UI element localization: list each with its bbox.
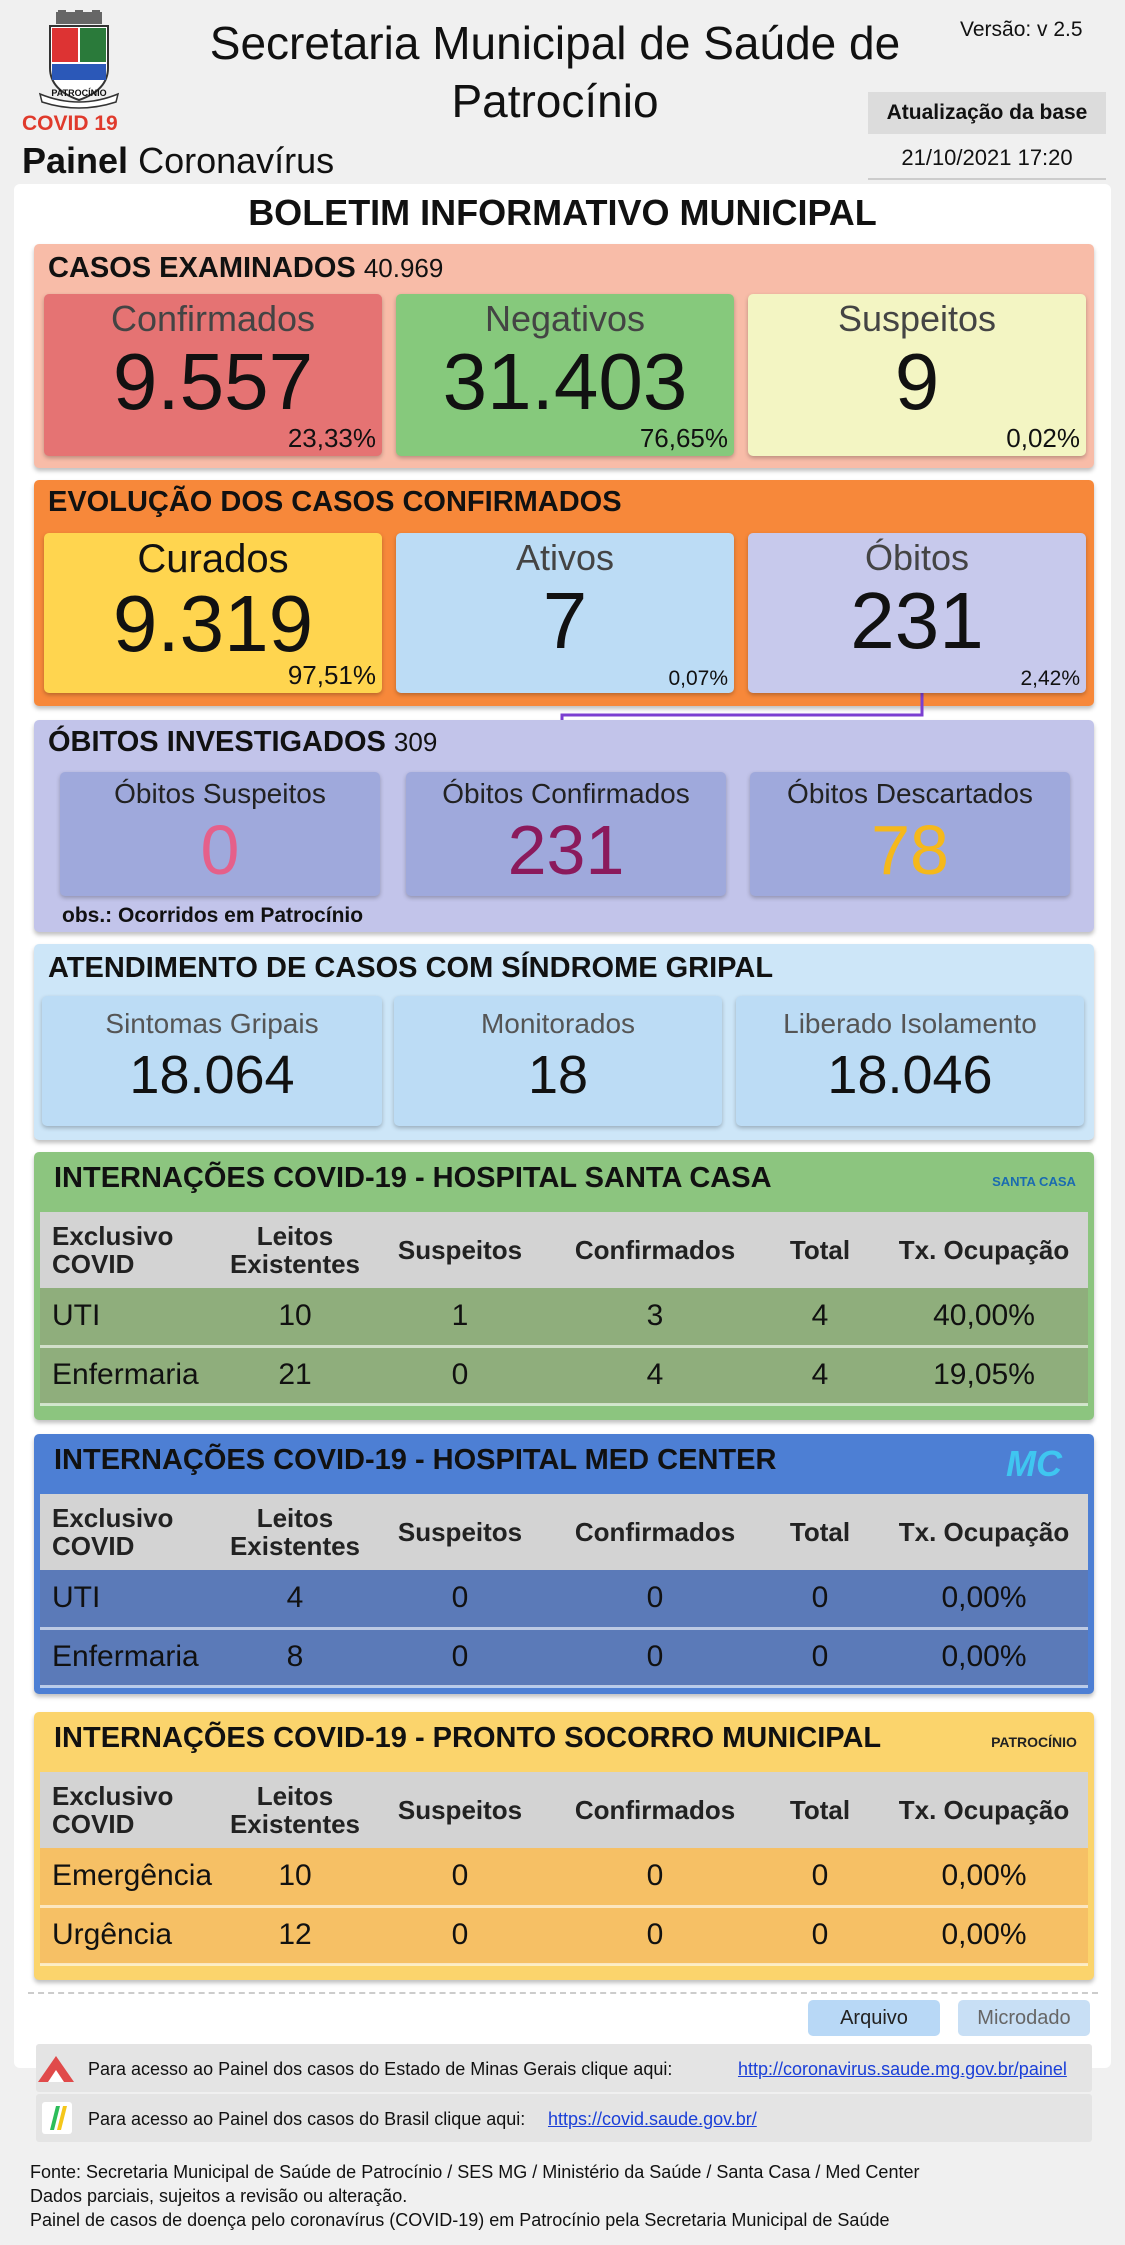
table-header-cell: Confirmados — [550, 1772, 760, 1848]
obito-value: 0 — [200, 811, 240, 889]
obito-box — [750, 772, 1070, 896]
painel-title-bold: Painel — [22, 140, 129, 181]
table-header-cell: Tx. Ocupação — [880, 1772, 1088, 1848]
section-title: EVOLUÇÃO DOS CASOS CONFIRMADOS — [48, 486, 622, 518]
table-cell: 4 — [220, 1570, 370, 1628]
table-cell: 21 — [220, 1346, 370, 1404]
sindrome-box — [736, 996, 1084, 1126]
evolucao-percent: 0,07% — [668, 667, 728, 690]
sindrome-value: 18 — [527, 1045, 589, 1105]
link-row-brasil — [36, 2094, 1092, 2142]
table-cell: 0,00% — [880, 1848, 1088, 1906]
table-cell: 1 — [370, 1288, 550, 1346]
hospital-table-grid — [40, 1494, 1088, 1688]
evolucao-value: 231 — [850, 576, 984, 665]
hospital-table — [40, 1212, 1088, 1406]
divider — [28, 1992, 1098, 1994]
obito-label: Óbitos Descartados — [787, 778, 1033, 809]
exam-percent: 76,65% — [639, 423, 728, 453]
sindrome-box — [394, 996, 722, 1126]
table-cell: 8 — [220, 1628, 370, 1686]
table-header-cell: Exclusivo COVID — [40, 1494, 220, 1570]
hospital-section — [34, 1152, 1094, 1420]
table-cell: 0 — [760, 1570, 880, 1628]
obito-value: 231 — [507, 811, 625, 889]
exam-label: Negativos — [484, 298, 646, 339]
section-title: CASOS EXAMINADOS 40.969 — [48, 252, 444, 284]
table-header-row — [40, 1494, 1088, 1570]
table-header-cell: Confirmados — [550, 1212, 760, 1288]
table-row — [40, 1848, 1088, 1906]
table-header-cell: Suspeitos — [370, 1212, 550, 1288]
table-cell: 10 — [220, 1288, 370, 1346]
logo-caption: PATROCÍNIO — [51, 88, 107, 98]
table-header-cell: Suspeitos — [370, 1772, 550, 1848]
obito-box — [406, 772, 726, 896]
table-row — [40, 1570, 1088, 1628]
table-cell: 0 — [370, 1346, 550, 1404]
table-cell: 0,00% — [880, 1906, 1088, 1964]
sindrome-label: Liberado Isolamento — [783, 1008, 1037, 1039]
version-label: Versão: v 2.5 — [960, 18, 1083, 41]
table-cell: 0 — [760, 1906, 880, 1964]
footer-line: Dados parciais, sujeitos a revisão ou alteração. — [30, 2186, 408, 2206]
hospital-section — [34, 1712, 1094, 1980]
table-cell: 0 — [760, 1848, 880, 1906]
hospital-table — [40, 1772, 1088, 1966]
sindrome-value: 18.064 — [129, 1045, 295, 1105]
section-title: ÓBITOS INVESTIGADOS 309 — [48, 726, 438, 758]
table-cell: 0 — [370, 1570, 550, 1628]
hospital-title: INTERNAÇÕES COVID-19 - HOSPITAL SANTA CASA — [54, 1162, 772, 1194]
table-row — [40, 1288, 1088, 1346]
exam-label: Confirmados — [110, 298, 316, 339]
evolucao-label: Ativos — [515, 537, 615, 578]
hospital-logo-icon: MC — [1006, 1443, 1062, 1484]
covid-label: COVID 19 — [22, 112, 118, 135]
table-cell: Emergência — [40, 1848, 220, 1906]
arquivo-button[interactable]: Arquivo — [808, 2000, 940, 2036]
table-header-cell: Total — [760, 1772, 880, 1848]
table-cell: Enfermaria — [40, 1346, 220, 1404]
table-cell: 0 — [550, 1570, 760, 1628]
table-header-cell: Total — [760, 1212, 880, 1288]
footer — [30, 2160, 1100, 2232]
table-row — [40, 1346, 1088, 1404]
sindrome-label: Monitorados — [480, 1008, 636, 1039]
hospital-table-grid — [40, 1772, 1088, 1966]
table-header-cell: Leitos Existentes — [220, 1212, 370, 1288]
table-header-cell: Suspeitos — [370, 1494, 550, 1570]
sindrome-label: Sintomas Gripais — [105, 1008, 319, 1039]
obito-box — [60, 772, 380, 896]
exam-box — [396, 294, 734, 456]
table-header-cell: Leitos Existentes — [220, 1494, 370, 1570]
hospital-table — [40, 1494, 1088, 1688]
table-cell: 4 — [760, 1288, 880, 1346]
table-header-cell: Total — [760, 1494, 880, 1570]
link-brasil-painel[interactable]: https://covid.saude.gov.br/ — [548, 2109, 757, 2129]
table-header-cell: Leitos Existentes — [220, 1772, 370, 1848]
evolucao-box — [748, 533, 1086, 693]
painel-title — [22, 140, 334, 182]
painel-title-rest: Coronavírus — [138, 140, 335, 181]
table-cell: Enfermaria — [40, 1628, 220, 1686]
table-cell: Urgência — [40, 1906, 220, 1964]
brasil-ministry-icon — [42, 2102, 72, 2134]
obito-value: 78 — [871, 811, 949, 889]
evolucao-label: Óbitos — [864, 537, 970, 578]
evolucao-percent: 97,51% — [287, 660, 376, 690]
link-text-brasil: Para acesso ao Painel dos casos do Brasil clique aqui: — [88, 2109, 526, 2129]
hospital-title: INTERNAÇÕES COVID-19 - HOSPITAL MED CENTER — [54, 1444, 777, 1476]
evolucao-box — [396, 533, 734, 693]
table-header-row — [40, 1212, 1088, 1288]
hospital-logo-icon: PATROCÍNIO — [991, 1734, 1077, 1750]
table-header-cell: Confirmados — [550, 1494, 760, 1570]
table-header-cell: Tx. Ocupação — [880, 1212, 1088, 1288]
table-cell: 4 — [760, 1346, 880, 1404]
sindrome-value: 18.046 — [827, 1045, 993, 1105]
table-cell: 0 — [370, 1628, 550, 1686]
table-row — [40, 1628, 1088, 1686]
table-cell: 3 — [550, 1288, 760, 1346]
section-title: ATENDIMENTO DE CASOS COM SÍNDROME GRIPAL — [48, 952, 774, 984]
exam-value: 9 — [894, 337, 940, 426]
exam-label: Suspeitos — [837, 298, 997, 339]
table-cell: 12 — [220, 1906, 370, 1964]
table-cell: 19,05% — [880, 1346, 1088, 1404]
table-header-cell: Exclusivo COVID — [40, 1212, 220, 1288]
hospital-logo-icon: SANTA CASA — [992, 1174, 1076, 1189]
hospital-title: INTERNAÇÕES COVID-19 - PRONTO SOCORRO MUNICIPAL — [54, 1722, 882, 1754]
bulletin-title: BOLETIM INFORMATIVO MUNICIPAL — [248, 192, 877, 233]
obito-label: Óbitos Suspeitos — [114, 778, 326, 809]
exam-box — [748, 294, 1086, 456]
link-mg-painel[interactable]: http://coronavirus.saude.mg.gov.br/painel — [738, 2059, 1067, 2079]
evolucao-value: 7 — [542, 576, 588, 665]
update-date: 21/10/2021 17:20 — [868, 136, 1106, 180]
table-header-cell: Exclusivo COVID — [40, 1772, 220, 1848]
table-cell: 0 — [550, 1906, 760, 1964]
evolucao-value: 9.319 — [112, 579, 314, 668]
table-cell: 0 — [550, 1628, 760, 1686]
total-examinados: 40.969 — [363, 253, 444, 283]
table-cell: 0,00% — [880, 1628, 1088, 1686]
table-row — [40, 1906, 1088, 1964]
footer-line: Fonte: Secretaria Municipal de Saúde de Patrocínio / SES MG / Ministério da Saúde / Santa Casa / Med Center — [30, 2162, 920, 2182]
exam-percent: 23,33% — [287, 423, 376, 453]
obitos-obs: obs.: Ocorridos em Patrocínio — [62, 904, 364, 927]
obito-label: Óbitos Confirmados — [442, 778, 690, 809]
total-obitos-investigados: 309 — [393, 727, 438, 757]
table-header-cell: Tx. Ocupação — [880, 1494, 1088, 1570]
evolucao-box — [44, 533, 382, 693]
hospital-table-grid — [40, 1212, 1088, 1406]
minas-gerais-triangle-icon — [36, 2054, 76, 2084]
microdado-button[interactable]: Microdado — [958, 2000, 1090, 2036]
sindrome-box — [42, 996, 382, 1126]
table-cell: 0 — [370, 1906, 550, 1964]
update-label: Atualização da base — [868, 92, 1106, 134]
exam-percent: 0,02% — [1006, 423, 1080, 453]
footer-line: Painel de casos de doença pelo coronavírus (COVID-19) em Patrocínio pela Secretaria Municipal de Saúde — [30, 2210, 890, 2230]
exam-value: 9.557 — [112, 337, 314, 426]
table-cell: 0 — [760, 1628, 880, 1686]
evolucao-label: Curados — [137, 537, 289, 581]
hospital-section — [34, 1434, 1094, 1694]
table-cell: UTI — [40, 1570, 220, 1628]
table-cell: 10 — [220, 1848, 370, 1906]
table-cell: 0 — [550, 1848, 760, 1906]
table-cell: 0 — [370, 1848, 550, 1906]
exam-box — [44, 294, 382, 456]
page-title: Secretaria Municipal de Saúde de Patrocínio — [209, 17, 901, 127]
exam-value: 31.403 — [442, 337, 688, 426]
table-cell: 0,00% — [880, 1570, 1088, 1628]
link-text-mg: Para acesso ao Painel dos casos do Estado de Minas Gerais clique aqui: — [88, 2059, 673, 2079]
table-cell: 40,00% — [880, 1288, 1088, 1346]
table-cell: 4 — [550, 1346, 760, 1404]
table-cell: UTI — [40, 1288, 220, 1346]
link-row-mg — [36, 2044, 1092, 2092]
table-header-row — [40, 1772, 1088, 1848]
evolucao-percent: 2,42% — [1020, 667, 1080, 690]
